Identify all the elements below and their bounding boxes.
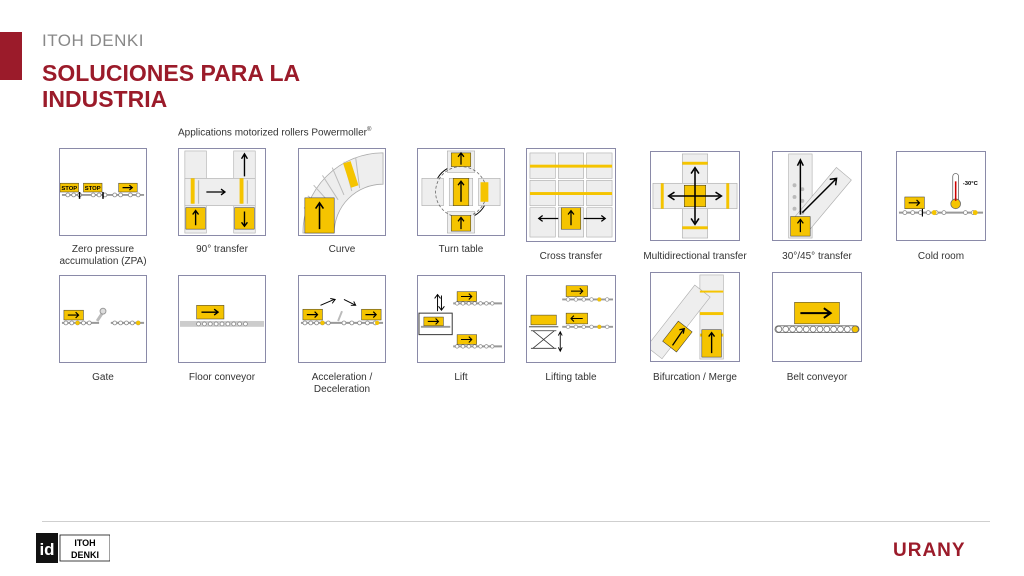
label-cross: Cross transfer (539, 251, 603, 262)
urany-logo (893, 540, 985, 562)
lift-illustration (418, 276, 504, 362)
cross-illustration (527, 149, 615, 241)
applications-caption-text: Applications motorized rollers Powermoller (178, 127, 367, 139)
brand-name: ITOH DENKI (42, 31, 144, 50)
multi-illustration (651, 152, 739, 240)
tile-transfer3045 (772, 151, 862, 241)
tile-cross (526, 148, 616, 242)
label-bifurcation: Bifurcation / Merge (653, 372, 737, 383)
liftingtable-illustration (527, 276, 615, 362)
temperature-label: -30°C (962, 181, 978, 188)
logo-mark: id (39, 540, 55, 559)
label-coldroom: Cold room (917, 251, 965, 262)
page-title: SOLUCIONES PARA LA INDUSTRIA (42, 60, 300, 112)
label-curve: Curve (328, 244, 356, 255)
zpa-illustration (60, 149, 146, 235)
transfer90-illustration (179, 149, 265, 235)
stop-label-1: STOP (61, 186, 78, 193)
tile-belt (772, 272, 862, 362)
tile-floor (178, 275, 266, 363)
tile-curve (298, 148, 386, 236)
turntable-illustration (418, 149, 504, 235)
label-turntable: Turn table (438, 244, 484, 255)
label-transfer90: 90° transfer (196, 244, 248, 255)
accel-illustration (299, 276, 385, 362)
urany-logo-text: URANY (893, 540, 966, 561)
label-gate: Gate (92, 372, 114, 383)
applications-caption (178, 127, 371, 138)
label-liftingtable: Lifting table (545, 372, 597, 383)
accent-bar (0, 32, 22, 80)
label-lift: Lift (454, 372, 468, 383)
tile-gate (59, 275, 147, 363)
label-transfer3045: 30°/45° transfer (782, 251, 852, 262)
tile-bifurcation (650, 272, 740, 362)
coldroom-illustration (897, 152, 985, 240)
svg-text:DENKI: DENKI (70, 550, 100, 560)
itoh-denki-logo (36, 533, 110, 563)
trademark-symbol: ® (366, 127, 372, 133)
footer-divider (42, 521, 990, 522)
bifurcation-illustration (651, 273, 739, 361)
belt-illustration (773, 273, 861, 361)
label-belt: Belt conveyor (786, 372, 848, 383)
curve-illustration (299, 149, 385, 235)
label-multi: Multidirectional transfer (643, 251, 747, 262)
svg-text:ITOH: ITOH (74, 538, 96, 548)
tile-accel (298, 275, 386, 363)
tile-coldroom (896, 151, 986, 241)
tile-liftingtable (526, 275, 616, 363)
tile-multi (650, 151, 740, 241)
tile-lift (417, 275, 505, 363)
label-floor: Floor conveyor (188, 372, 256, 383)
tile-zpa (59, 148, 147, 236)
label-accel: Acceleration / Deceleration (311, 372, 373, 395)
floor-illustration (179, 276, 265, 362)
stop-label-2: STOP (84, 186, 101, 193)
tile-turntable (417, 148, 505, 236)
tile-transfer90 (178, 148, 266, 236)
label-zpa: Zero pressure accumulation (ZPA) (59, 244, 147, 267)
transfer3045-illustration (773, 152, 861, 240)
gate-illustration (60, 276, 146, 362)
